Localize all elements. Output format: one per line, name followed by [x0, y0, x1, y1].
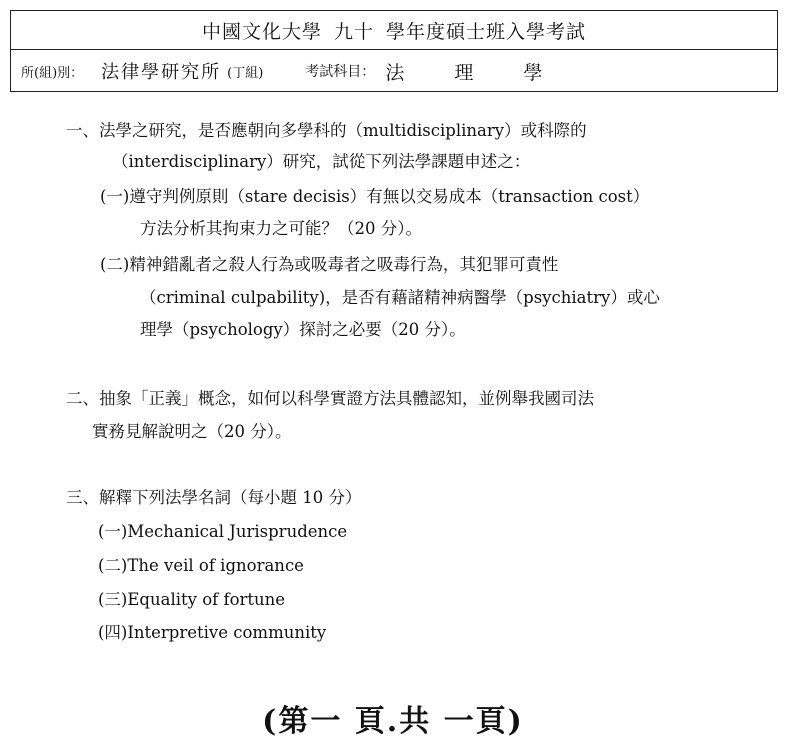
page-number-footer: (第一 頁.共 一頁) — [262, 704, 524, 739]
question-1-sub-1-line-1: (一)遵守判例原則（stare decisis）有無以交易成本（transaction cost） — [100, 187, 650, 206]
exam-title: 學年度碩士班入學考試 — [386, 20, 587, 43]
question-3-item-2: (二)The veil of ignorance — [98, 556, 304, 575]
exam-header — [10, 10, 778, 92]
subject-name: 法 理 學 — [385, 61, 565, 84]
department-group: (丁組) — [227, 65, 264, 81]
question-1-sub-2-line-2: （criminal culpability)，是否有藉諸精神病醫學（psychiatry）或心 — [140, 288, 660, 307]
question-1-sub-2-line-1: (二)精神錯亂者之殺人行為或吸毒者之吸毒行為，其犯罪可責性 — [100, 255, 559, 274]
question-1-sub-2-line-3: 理學（psychology）探討之必要（20 分）。 — [140, 320, 466, 339]
question-3-item-4: (四)Interpretive community — [98, 623, 327, 642]
question-1-line-1: 一、法學之研究，是否應朝向多學科的（multidisciplinary）或科際的 — [66, 121, 587, 140]
exam-subject-row — [11, 50, 777, 92]
subject-label: 考試科目： — [305, 64, 376, 80]
academic-year: 九十 — [333, 20, 374, 43]
exam-title-row — [11, 11, 777, 50]
question-2-line-1: 二、抽象「正義」概念，如何以科學實證方法具體認知，並例舉我國司法 — [66, 389, 594, 408]
university-name: 中國文化大學 — [201, 20, 322, 43]
question-3-item-3: (三)Equality of fortune — [98, 590, 286, 609]
question-3-line-1: 三、解釋下列法學名詞（每小題 10 分） — [66, 488, 362, 507]
question-1-sub-1-line-2: 方法分析其拘束力之可能？（20 分）。 — [140, 219, 422, 238]
question-3-item-1: (一)Mechanical Jurisprudence — [98, 522, 348, 541]
question-1-line-2: （interdisciplinary）研究，試從下列法學課題申述之： — [112, 152, 531, 171]
department-label: 所(組)別： — [21, 65, 84, 81]
question-2-line-2: 實務見解說明之（20 分）。 — [92, 422, 292, 441]
department-name: 法律學研究所 — [101, 62, 222, 83]
